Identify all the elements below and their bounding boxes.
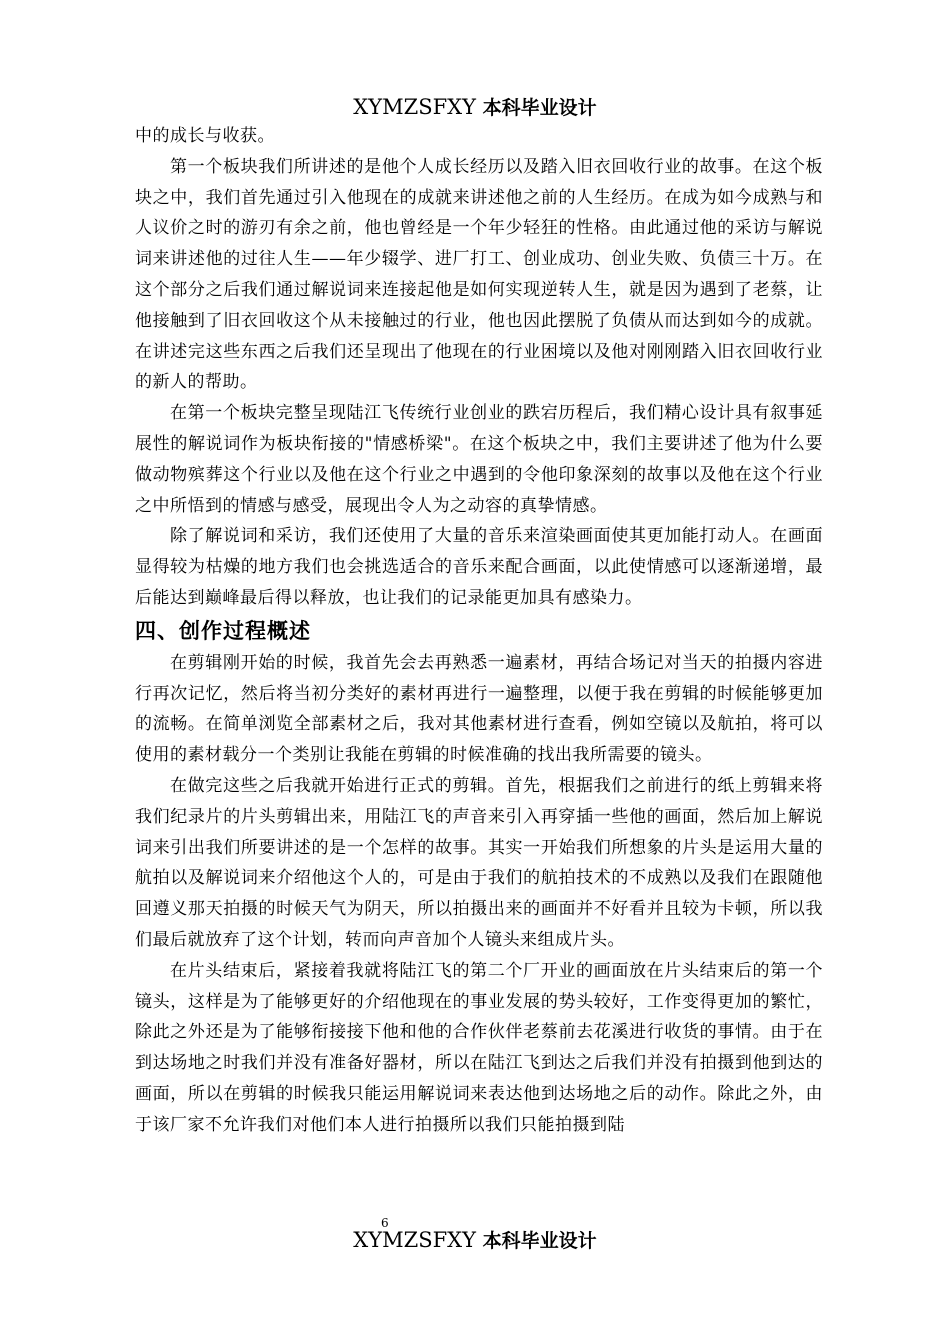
paragraph-music: 除了解说词和采访，我们还使用了大量的音乐来渲染画面使其更加能打动人。在画面显得较为枯燥的地方我们也会挑选适合的音乐来配合画面，以此使情感可以逐渐递增，最后能达到巅峰最后得以释放，也让我们的记录能更加具有感染力。 xyxy=(135,526,823,608)
footer-title: 本科毕业设计 xyxy=(482,1230,597,1252)
header-title: 本科毕业设计 xyxy=(482,97,597,119)
page-footer xyxy=(0,1225,950,1256)
paragraph-after-opening: 在片头结束后，紧接着我就将陆江飞的第二个厂开业的画面放在片头结束后的第一个镜头，这样是为了能够更好的介绍他现在的事业发展的势头较好，工作变得更加的繁忙，除此之外还是为了能够衔接接下他和他的合作伙伴老蔡前去花溪进行收货的事情。由于在到达场地之时我们并没有准备好器材，所以在陆江飞到达之后我们并没有拍摄到他到达的画面，所以在剪辑的时候我只能运用解说词来表达他到达场地之后的动作。除此之外，由于该厂家不允许我们对他们本人进行拍摄所以我们只能拍摄到陆 xyxy=(135,960,823,1135)
footer-code: XYMZSFXY xyxy=(353,1228,476,1252)
paragraph-second-section: 在第一个板块完整呈现陆江飞传统行业创业的跌宕历程后，我们精心设计具有叙事延展性的解说词作为板块衔接的"情感桥梁"。在这个板块之中，我们主要讲述了他为什么要做动物殡葬这个行业以及他在这个行业之中遇到的令他印象深刻的故事以及他在这个行业之中所悟到的情感与感受，展现出令人为之动容的真挚情感。 xyxy=(135,403,823,516)
paragraph-editing-start: 在剪辑刚开始的时候，我首先会去再熟悉一遍素材，再结合场记对当天的拍摄内容进行再次记忆，然后将当初分类好的素材再进行一遍整理，以便于我在剪辑的时候能够更加的流畅。在简单浏览全部素材之后，我对其他素材进行查看，例如空镜以及航拍，将可以使用的素材载分一个类别让我能在剪辑的时候准确的找出我所需要的镜头。 xyxy=(135,652,823,766)
page-number: 6 xyxy=(381,1216,389,1230)
page-header xyxy=(0,92,950,123)
section-heading-creation-process: 四、创作过程概述 xyxy=(135,618,311,643)
document-body xyxy=(135,121,823,1141)
paragraph-first-section: 第一个板块我们所讲述的是他个人成长经历以及踏入旧衣回收行业的故事。在这个板块之中，我们首先通过引入他现在的成就来讲述他之前的人生经历。在成为如今成熟与和人议价之时的游刃有余之前，他也曾经是一个年少轻狂的性格。由此通过他的采访与解说词来讲述他的过往人生——年少辍学、进厂打工、创业成功、创业失败、负债三十万。在这个部分之后我们通过解说词来连接起他是如何实现逆转人生，就是因为遇到了老蔡，让他接触到了旧衣回收这个从未接触过的行业，他也因此摆脱了负债从而达到如今的成就。在讲述完这些东西之后我们还呈现出了他现在的行业困境以及他对刚刚踏入旧衣回收行业的新人的帮助。 xyxy=(135,156,823,393)
paragraph-formal-editing: 在做完这些之后我就开始进行正式的剪辑。首先，根据我们之前进行的纸上剪辑来将我们纪录片的片头剪辑出来，用陆江飞的声音来引入再穿插一些他的画面，然后加上解说词来引出我们所要讲述的是一个怎样的故事。其实一开始我们所想象的片头是运用大量的航拍以及解说词来介绍他这个人的，可是由于我们的航拍技术的不成熟以及我们在跟随他回遵义那天拍摄的时候天气为阴天，所以拍摄出来的画面并不好看并且较为卡顿，所以我们最后就放弃了这个计划，转而向声音加个人镜头来组成片头。 xyxy=(135,775,823,950)
header-code: XYMZSFXY xyxy=(353,95,476,119)
paragraph-continuation: 中的成长与收获。 xyxy=(135,126,275,146)
